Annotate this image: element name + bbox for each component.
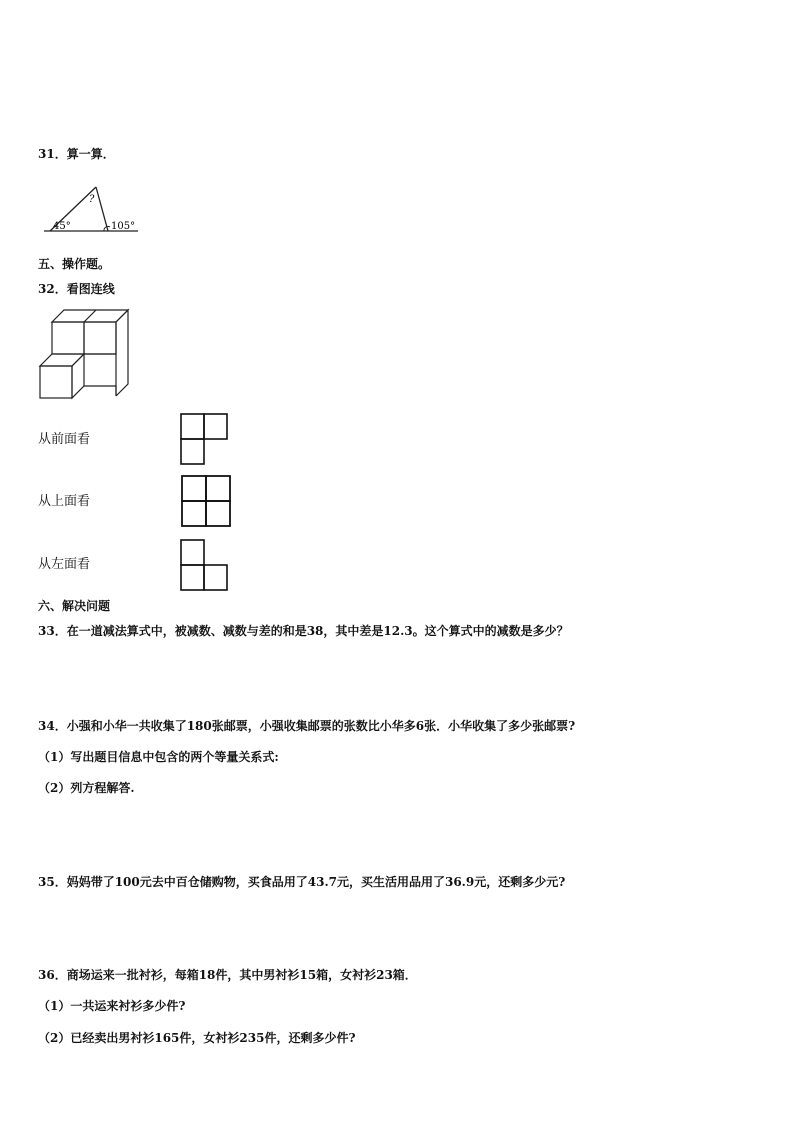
section5-heading: 五、操作题。: [38, 257, 111, 271]
view-label-front: 从前面看: [38, 432, 91, 447]
view-label-top: 从上面看: [38, 494, 91, 509]
angle-105-label: 105°: [111, 221, 136, 232]
q31-title: 31．算一算．: [38, 147, 115, 161]
q34-sub1: （1）写出题目信息中包含的两个等量关系式:: [38, 750, 279, 764]
q34-text: 34．小强和小华一共收集了180张邮票，小强收集邮票的张数比小华多6张．小华收集了多少张邮票?: [38, 719, 576, 733]
angle-45-label: 45°: [53, 221, 71, 232]
cube-stack-figure: [38, 306, 134, 404]
q36-sub1: （1）一共运来衬衫多少件?: [38, 999, 186, 1013]
triangle-figure: [40, 180, 150, 236]
q35-text: 35．妈妈带了100元去中百仓储购物，买食品用了43.7元，买生活用品用了36.9元，还剩多少元?: [38, 875, 566, 889]
q36-text: 36．商场运来一批衬衫，每箱18件，其中男衬衫15箱，女衬衫23箱．: [38, 968, 417, 982]
q34-sub2: （2）列方程解答.: [38, 781, 135, 795]
front-view-grid[interactable]: [180, 412, 230, 468]
q32-title: 32．看图连线: [38, 282, 115, 296]
q33-text: 33．在一道减法算式中，被减数、减数与差的和是38，其中差是12.3。这个算式中的减数是多少？: [38, 624, 569, 638]
view-label-left: 从左面看: [38, 557, 91, 572]
top-view-grid[interactable]: [180, 474, 232, 530]
q36-sub2: （2）已经卖出男衬衫165件，女衬衫235件，还剩多少件?: [38, 1031, 356, 1045]
section6-heading: 六、解决问题: [38, 599, 111, 613]
angle-unknown-label: ?: [89, 194, 95, 205]
left-view-grid[interactable]: [180, 538, 230, 594]
